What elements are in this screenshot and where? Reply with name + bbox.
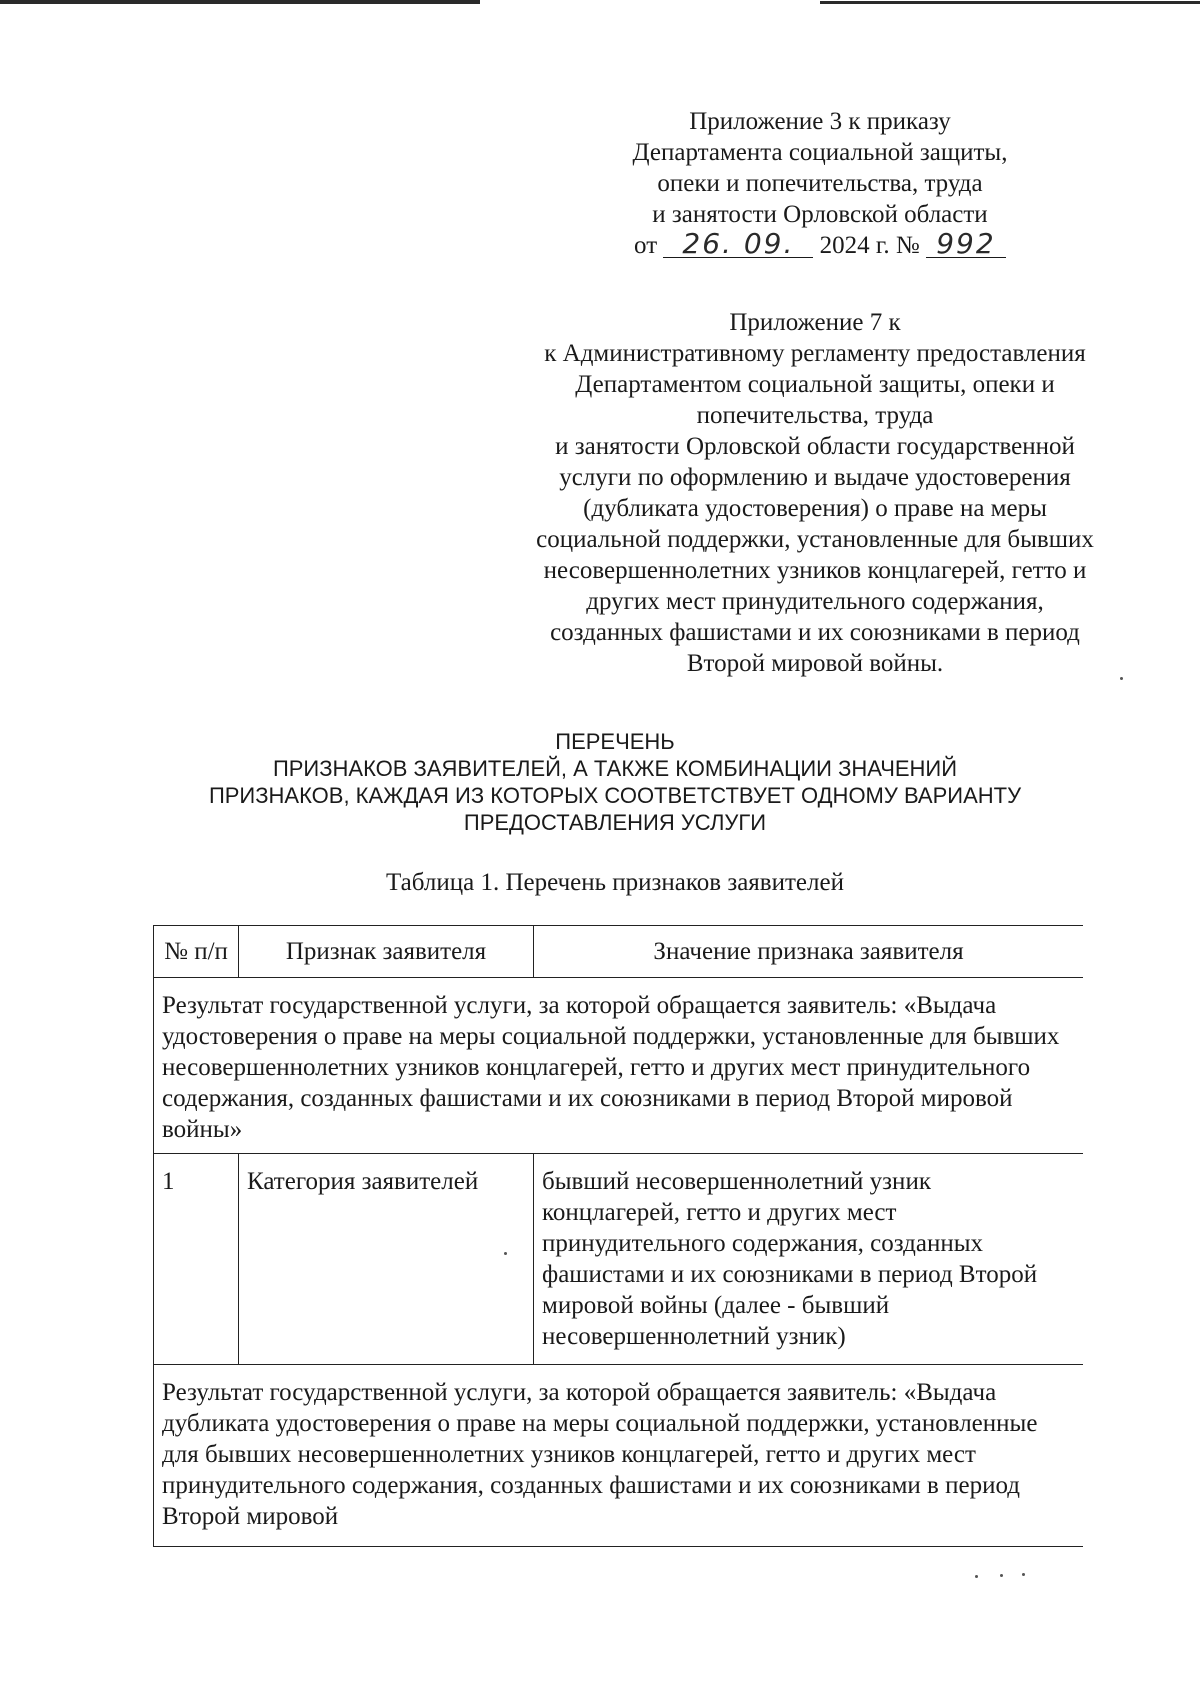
appendix-regulation-line: других мест принудительного содержания, xyxy=(586,588,1044,615)
appendix-order-line: Департамента социальной защиты, xyxy=(632,139,1008,166)
date-prefix: от xyxy=(634,232,658,259)
handwritten-number: 992 xyxy=(926,231,1006,258)
row-sign-cell: Категория заявителей xyxy=(239,1154,534,1365)
appendix-regulation-line: и занятости Орловской области государственной xyxy=(555,433,1075,460)
title-line: ПЕРЕЧЕНЬ xyxy=(555,729,675,754)
scan-speck xyxy=(1000,1574,1003,1577)
appendix-order-block xyxy=(560,106,1080,261)
scan-speck xyxy=(504,1252,507,1255)
appendix-regulation-line: Второй мировой войны. xyxy=(686,650,944,677)
appendix-regulation-line: Приложение 7 к xyxy=(729,309,901,336)
appendix-regulation-line: созданных фашистами и их союзниками в период xyxy=(550,619,1080,646)
applicant-signs-table-wrapper xyxy=(153,925,1083,1685)
applicant-signs-table xyxy=(153,925,1083,1547)
scan-edge-right xyxy=(820,1,1200,4)
scan-speck xyxy=(975,1575,978,1578)
table-header-row xyxy=(154,926,1084,978)
appendix-regulation-line: социальной поддержки, установленные для бывших xyxy=(536,526,1094,553)
table-caption: Таблица 1. Перечень признаков заявителей xyxy=(386,869,844,896)
scan-edge-left xyxy=(0,0,480,4)
row-number-cell: 1 xyxy=(154,1154,239,1365)
header-value: Значение признака заявителя xyxy=(534,926,1084,978)
header-number: № п/п xyxy=(154,926,239,978)
title-line: ПРЕДОСТАВЛЕНИЯ УСЛУГИ xyxy=(463,810,767,835)
service-result-cell: Результат государственной услуги, за которой обращается заявитель: «Выдача дубликата удостоверения о праве на меры социальной поддержки, установленные для бывших несовершеннолетних узников концлагерей, гетто и других мест принудительного содержания, созданных фашистами и их союзниками в период Второй мировой xyxy=(154,1365,1084,1547)
appendix-regulation-line: попечительства, труда xyxy=(696,402,934,429)
appendix-order-line: Приложение 3 к приказу xyxy=(689,108,951,135)
handwritten-date: 26. 09. xyxy=(663,231,813,258)
appendix-order-line: опеки и попечительства, труда xyxy=(657,170,983,197)
header-sign: Признак заявителя xyxy=(239,926,534,978)
year-text: 2024 г. № xyxy=(819,232,920,259)
appendix-regulation-line: (дубликата удостоверения) о праве на меры xyxy=(583,495,1047,522)
appendix-regulation-line: услуги по оформлению и выдаче удостоверения xyxy=(559,464,1071,491)
title-line: ПРИЗНАКОВ ЗАЯВИТЕЛЕЙ, А ТАКЖЕ КОМБИНАЦИИ ЗНАЧЕНИЙ xyxy=(272,756,958,781)
scan-speck xyxy=(1120,677,1123,680)
table-row xyxy=(154,1365,1084,1547)
order-date-line xyxy=(560,227,1080,261)
appendix-regulation-block xyxy=(490,307,1140,679)
appendix-regulation-line: Департаментом социальной защиты, опеки и xyxy=(575,371,1055,398)
appendix-regulation-line: несовершеннолетних узников концлагерей, гетто и xyxy=(543,557,1087,584)
appendix-order-line: и занятости Орловской области xyxy=(652,201,988,228)
service-result-cell: Результат государственной услуги, за которой обращается заявитель: «Выдача удостоверения о праве на меры социальной поддержки, установленные для бывших несовершеннолетних узников концлагерей, гетто и других мест принудительного содержания, созданных фашистами и их союзниками в период Второй мировой войны» xyxy=(154,978,1084,1154)
document-title xyxy=(150,728,1080,836)
table-row xyxy=(154,1154,1084,1365)
title-line: ПРИЗНАКОВ, КАЖДАЯ ИЗ КОТОРЫХ СООТВЕТСТВУЕТ ОДНОМУ ВАРИАНТУ xyxy=(208,783,1022,808)
table-row xyxy=(154,978,1084,1154)
scan-speck xyxy=(1022,1573,1025,1576)
row-value-cell: бывший несовершеннолетний узник концлагерей, гетто и других мест принудительного содержания, созданных фашистами и их союзниками в период Второй мировой войны (далее - бывший несовершеннолетний узник) xyxy=(534,1154,1084,1365)
appendix-regulation-line: к Административному регламенту предоставления xyxy=(544,340,1086,367)
